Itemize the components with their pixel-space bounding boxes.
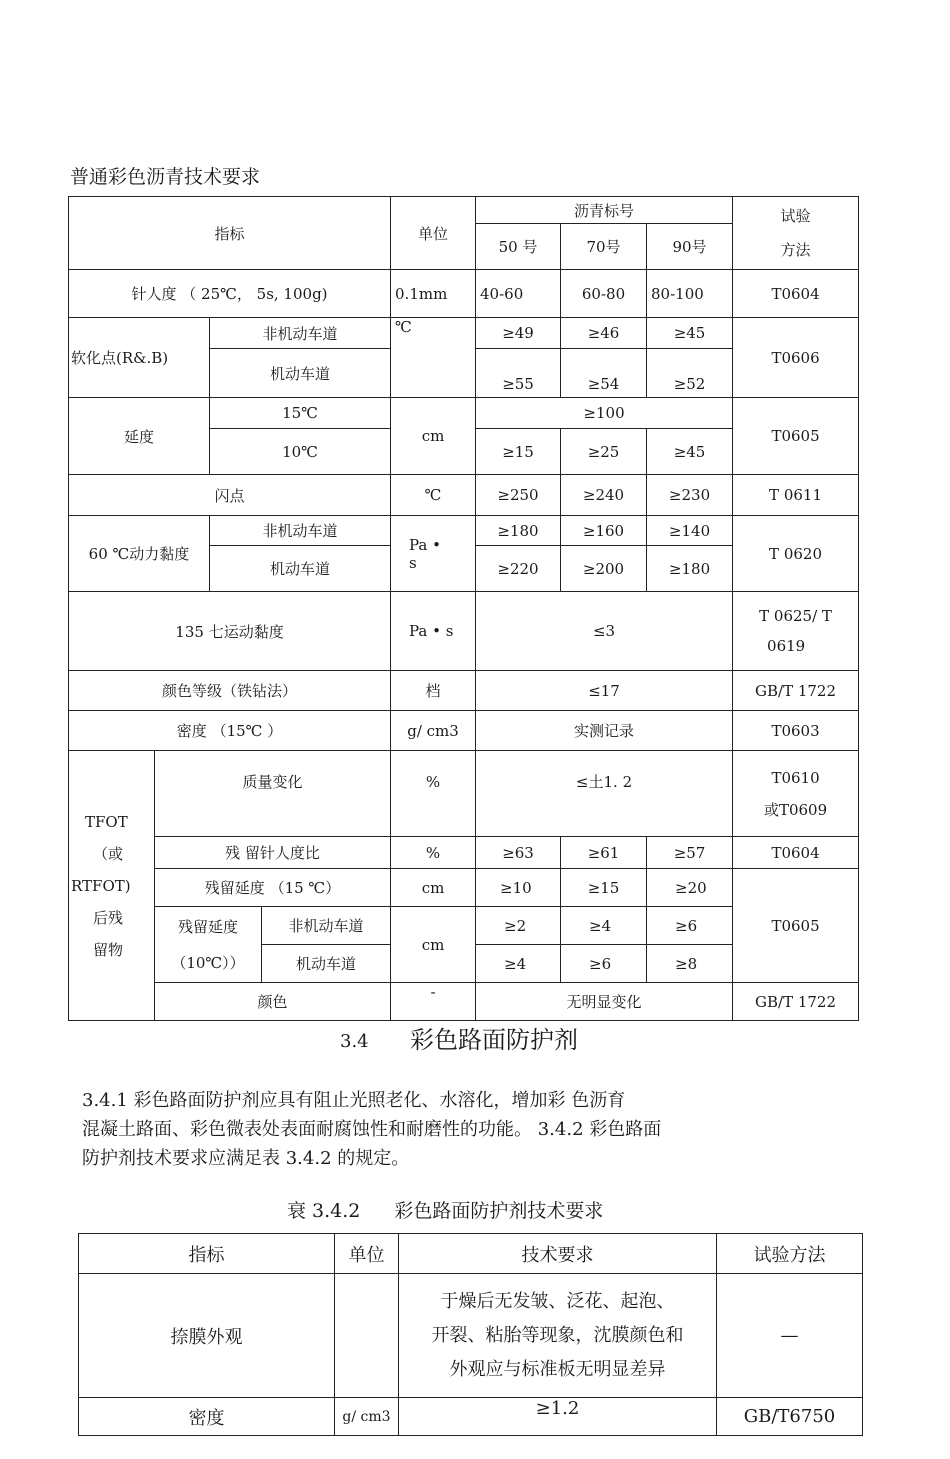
visc135-method-line1: T 0625/ T [759,607,832,625]
penetration-90: 80-100 [647,270,733,318]
tfot-duct15-unit: cm [391,869,476,907]
tfot-label-line2: （或 [93,844,124,863]
softening-r2-90: ≥52 [647,349,733,398]
tfot-mass-value: ≤土1. 2 [476,751,733,837]
t2-density-label: 密度 [79,1398,335,1436]
softening-sub1: 非机动车道 [210,318,391,349]
softening-method: T0606 [733,318,859,398]
t2-film-req-line3: 外观应与标准板无明显差异 [449,1358,666,1380]
header-grade-90: 90号 [647,224,733,270]
ductility-r2-70: ≥25 [561,429,647,475]
penetration-50: 40-60 [476,270,561,318]
tfot-label [69,751,155,1021]
section-title: 彩色路面防护剂 [410,1026,578,1054]
tfot-duct10-unit: cm [391,907,476,983]
visc135-method [733,592,859,671]
table1-title: 普通彩色沥青技术要求 [70,166,261,188]
color-unit: 档 [391,671,476,711]
penetration-70: 60-80 [561,270,647,318]
visc135-label: 135 七运动黏度 [69,592,391,671]
flash-70: ≥240 [561,475,647,516]
ductility-sub2: 10℃ [210,429,391,475]
penetration-label: 针人度 （ 25℃， 5s, 100g) [69,270,391,318]
visc135-method-line2: 0619 [767,637,806,655]
paragraph-line3: 防护剂技术要求应满足表 3.4.2 的规定。 [82,1148,410,1169]
table2-caption [287,1196,603,1223]
ductility-r1: ≥100 [476,398,733,429]
visc60-r2-70: ≥200 [561,546,647,592]
header-unit: 单位 [391,197,476,270]
tfot-colour-value: 无明显变化 [476,983,733,1021]
tfot-duct15-70: ≥15 [561,869,647,907]
section-heading [340,1020,578,1055]
color-label: 颜色等级（铁钻法） [69,671,391,711]
flash-50: ≥250 [476,475,561,516]
tfot-mass-unit: % [391,751,476,837]
density-label: 密度 （15℃ ） [69,711,391,751]
tfot-mass-method-line2: 或T0609 [763,800,828,819]
tfot-label-line1: TFOT [85,812,128,831]
tfot-label-line3: RTFOT) [71,876,131,895]
t2-header-indicator: 指标 [79,1234,335,1274]
header-grade-70: 70号 [561,224,647,270]
softening-r1-90: ≥45 [647,318,733,349]
flash-method: T 0611 [733,475,859,516]
tfot-pen-90: ≥57 [647,837,733,869]
tfot-duct10-sub2: 机动车道 [262,945,391,983]
tfot-duct10-label-line2: （10℃）） [171,953,245,972]
visc60-r2-90: ≥180 [647,546,733,592]
tfot-pen-unit: % [391,837,476,869]
softening-r2-50: ≥55 [476,349,561,398]
tfot-pen-label: 残 留针人度比 [155,837,391,869]
tfot-label-line4: 后残 [93,908,124,927]
t2-film-req-line2: 开裂、粘胎等现象，沈膜颜色和 [431,1324,684,1346]
flash-label: 闪点 [69,475,391,516]
tfot-duct-method: T0605 [733,869,859,983]
visc60-unit [391,516,476,592]
t2-film-method: — [717,1274,863,1398]
table2-caption-text: 彩色路面防护剂技术要求 [394,1200,604,1222]
visc60-label: 60 ℃动力黏度 [69,516,210,592]
t2-density-requirement: ≥1.2 [399,1398,717,1436]
t2-film-requirement [399,1274,717,1398]
t2-film-label: 捺膜外观 [79,1274,335,1398]
color-method: GB/T 1722 [733,671,859,711]
t2-header-method: 试验方法 [717,1234,863,1274]
header-method-line2: 方法 [780,241,811,259]
header-grade: 沥青标号 [476,197,733,224]
tfot-pen-70: ≥61 [561,837,647,869]
softening-r1-50: ≥49 [476,318,561,349]
tfot-duct15-90: ≥20 [647,869,733,907]
visc60-r1-90: ≥140 [647,516,733,546]
tfot-mass-method [733,751,859,837]
t2-density-unit: g/ cm3 [335,1398,399,1436]
tfot-duct10-r1-70: ≥4 [561,907,647,945]
density-unit: g/ cm3 [391,711,476,751]
tfot-pen-method: T0604 [733,837,859,869]
section-number: 3.4 [340,1031,369,1052]
visc135-unit: Pa • s [391,592,476,671]
visc60-unit-line1: Pa • [409,535,441,554]
flash-90: ≥230 [647,475,733,516]
header-method [733,197,859,270]
paragraph-line1: 3.4.1 彩色路面防护剂应具有阻止光照老化、水溶化，增加彩 色沥育 [82,1090,626,1111]
tfot-duct15-50: ≥10 [476,869,561,907]
density-value: 实测记录 [476,711,733,751]
visc60-r1-50: ≥180 [476,516,561,546]
tfot-colour-method: GB/T 1722 [733,983,859,1021]
ductility-method: T0605 [733,398,859,475]
tfot-duct10-r2-50: ≥4 [476,945,561,983]
ductility-label: 延度 [69,398,210,475]
ductility-r2-90: ≥45 [647,429,733,475]
tfot-duct10-r2-70: ≥6 [561,945,647,983]
t2-density-method: GB/T6750 [717,1398,863,1436]
flash-unit: ℃ [391,475,476,516]
asphalt-requirements-table [68,196,859,1021]
softening-r1-70: ≥46 [561,318,647,349]
tfot-duct10-label [155,907,262,983]
ductility-unit: cm [391,398,476,475]
visc60-sub2: 机动车道 [210,546,391,592]
density-method: T0603 [733,711,859,751]
color-value: ≤17 [476,671,733,711]
tfot-pen-50: ≥63 [476,837,561,869]
tfot-mass-method-line1: T0610 [771,768,820,787]
t2-film-unit [335,1274,399,1398]
header-grade-50: 50 号 [476,224,561,270]
ductility-r2-50: ≥15 [476,429,561,475]
softening-sub2: 机动车道 [210,349,391,398]
tfot-duct10-r1-90: ≥6 [647,907,733,945]
t2-header-requirement: 技术要求 [399,1234,717,1274]
header-method-line1: 试验 [780,207,811,225]
tfot-duct10-label-line1: 残留延度 [177,917,238,936]
tfot-duct10-r1-50: ≥2 [476,907,561,945]
tfot-label-line5: 留物 [93,940,124,959]
tfot-colour-unit: - [391,983,476,1021]
tfot-duct15-label: 残留延度 （15 ℃） [155,869,391,907]
softening-label: 软化点(R&.B) [69,318,210,398]
visc135-value: ≤3 [476,592,733,671]
tfot-colour-label: 颜色 [155,983,391,1021]
tfot-duct10-r2-90: ≥8 [647,945,733,983]
visc60-sub1: 非机动车道 [210,516,391,546]
visc60-unit-line2: s [409,553,417,572]
ductility-sub1: 15℃ [210,398,391,429]
table2-caption-number: 衰 3.4.2 [287,1200,361,1222]
visc60-r2-50: ≥220 [476,546,561,592]
protective-agent-table [78,1233,863,1436]
tfot-mass-label: 质量变化 [155,751,391,837]
visc60-r1-70: ≥160 [561,516,647,546]
softening-unit: ℃ [391,318,476,398]
paragraph-line2: 混凝土路面、彩色微表处表面耐腐蚀性和耐磨性的功能。 3.4.2 彩色路面 [82,1119,662,1140]
header-indicator: 指标 [69,197,391,270]
t2-header-unit: 单位 [335,1234,399,1274]
t2-film-req-line1: 于燥后无发皱、泛花、起泡、 [440,1290,675,1312]
tfot-duct10-sub1: 非机动车道 [262,907,391,945]
penetration-method: T0604 [733,270,859,318]
visc60-method: T 0620 [733,516,859,592]
body-paragraph [82,1086,842,1173]
softening-r2-70: ≥54 [561,349,647,398]
penetration-unit: 0.1mm [391,270,476,318]
